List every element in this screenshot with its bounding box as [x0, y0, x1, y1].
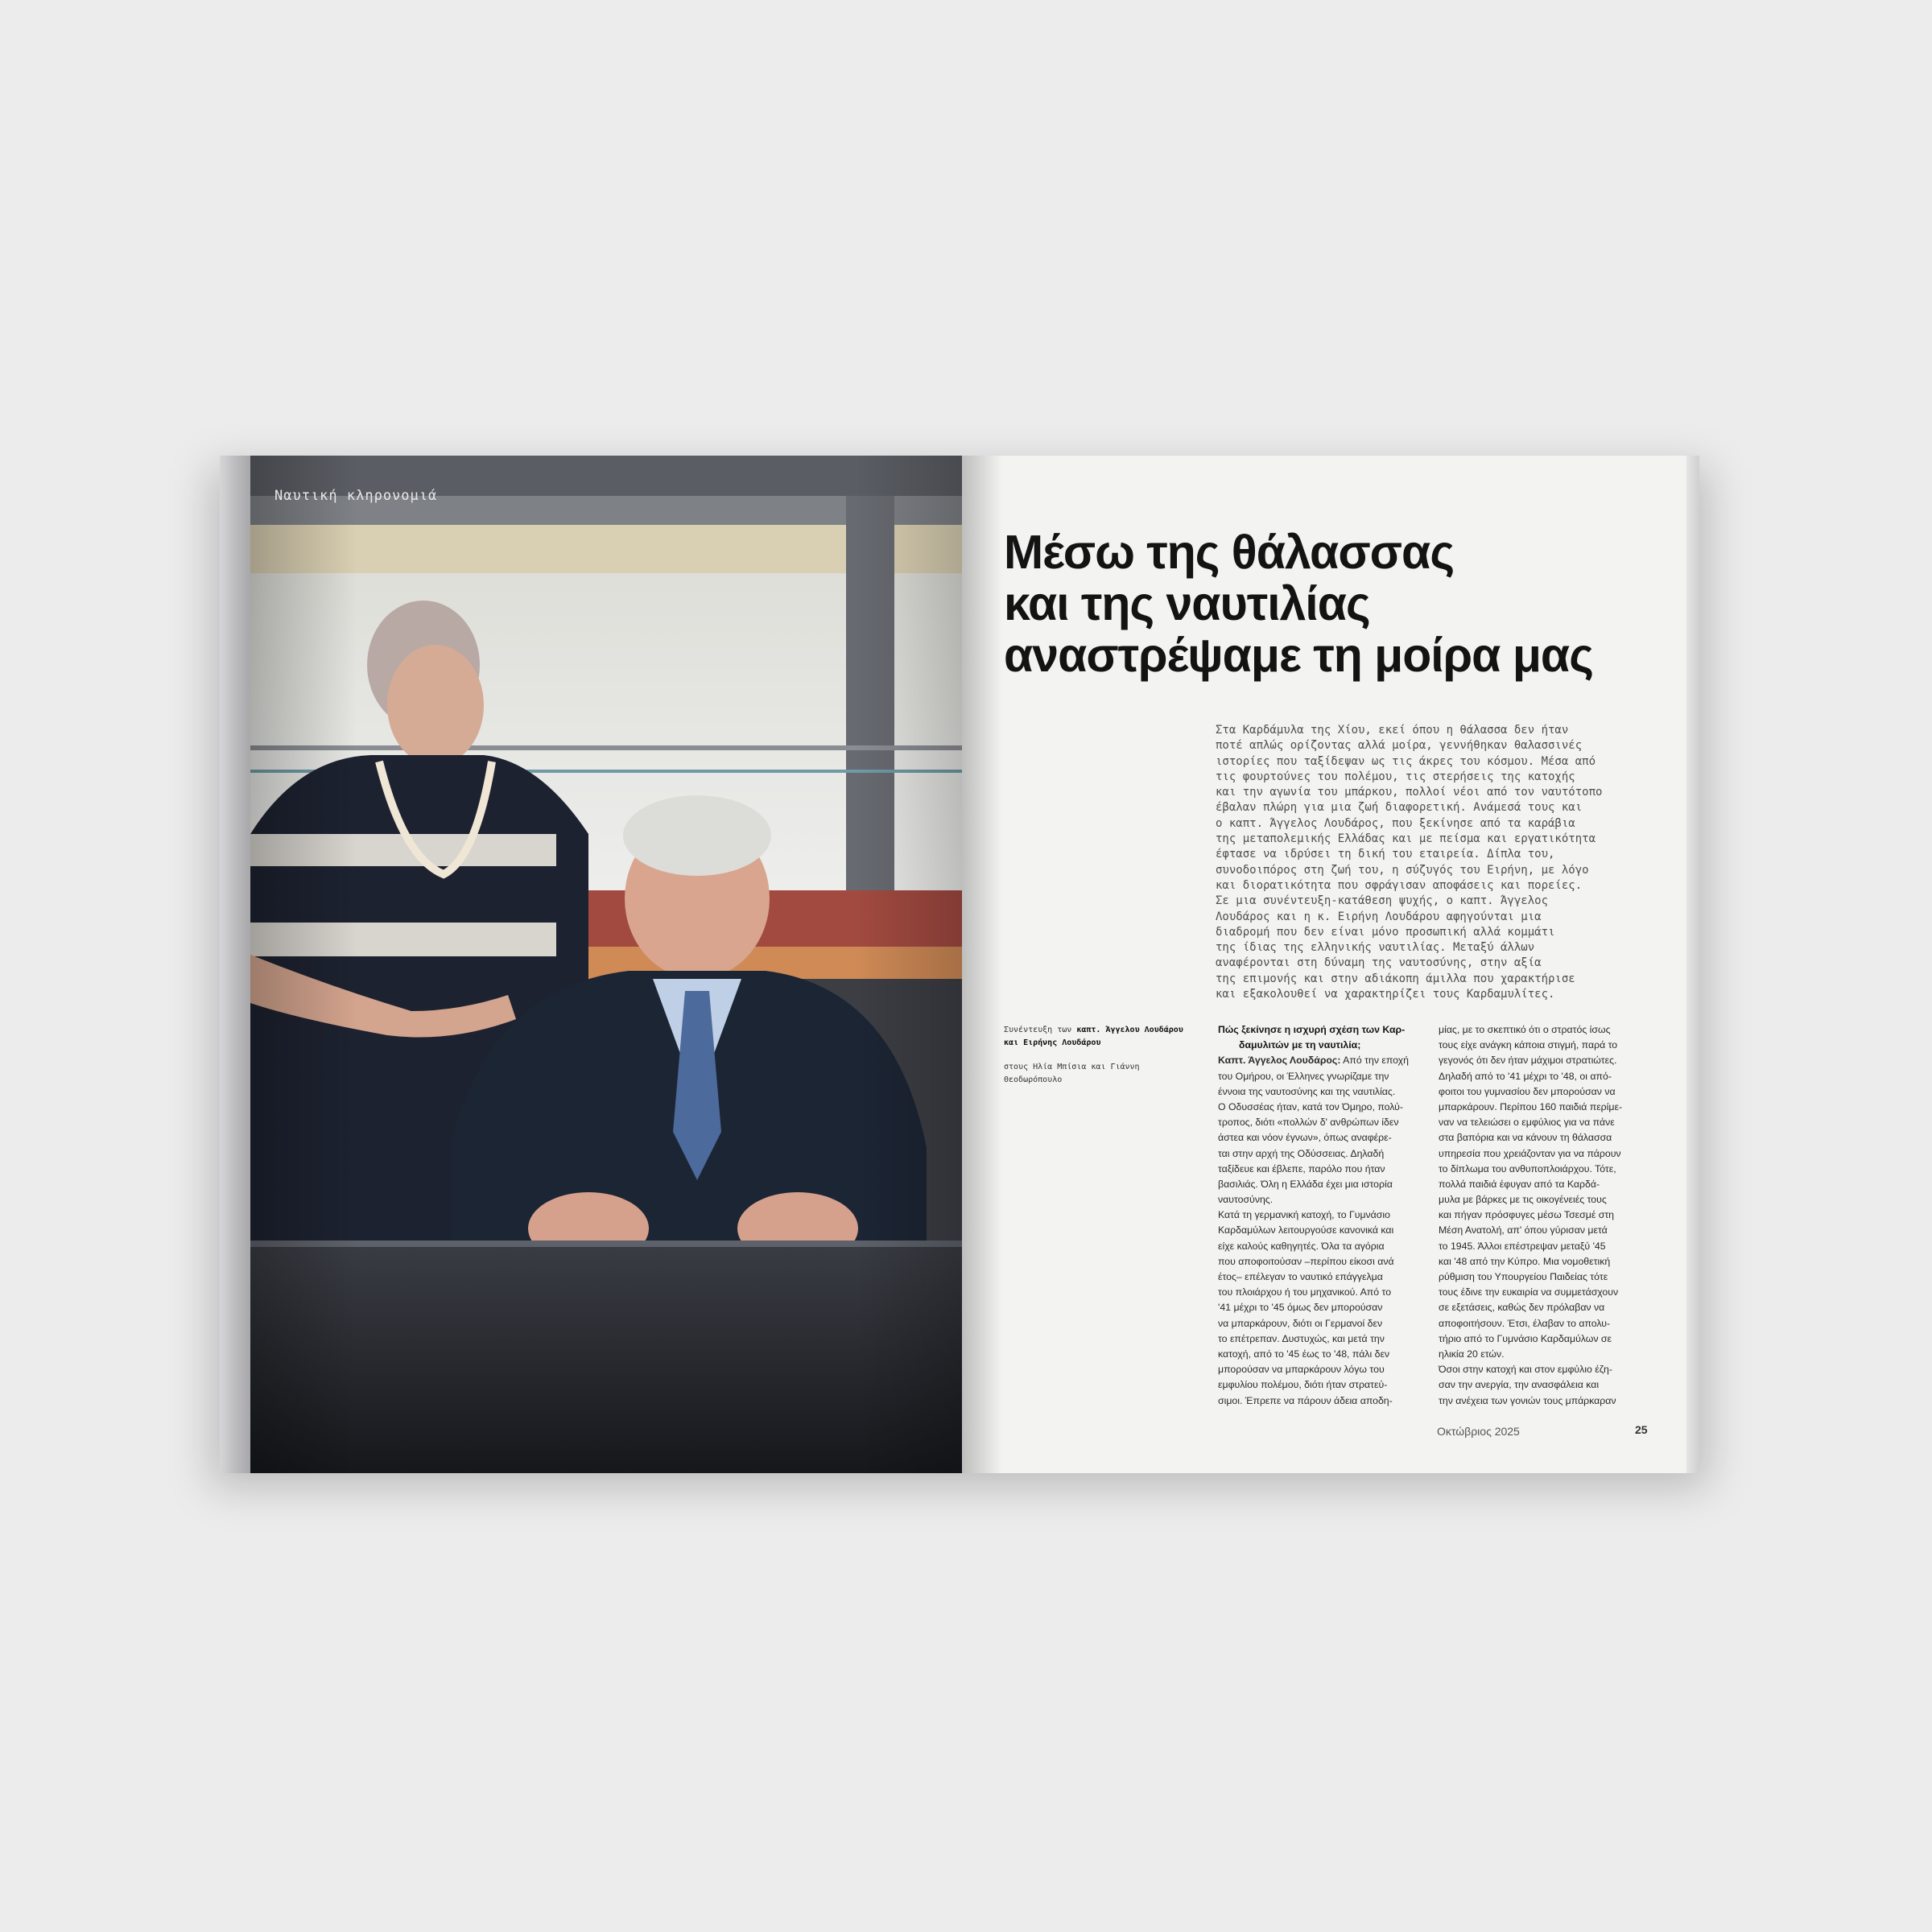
- text-line: Μέση Ανατολή, απ' όπου γύρισαν μετά: [1439, 1224, 1608, 1236]
- intro-line: της επιμονής και στην αδιάκοπη άμιλλα που χαρακτήρισε: [1216, 972, 1575, 985]
- intro-line: ιστορίες που ταξίδεψαν ως τις άκρες του κόσμου. Μέσα από: [1216, 754, 1596, 768]
- speaker-label: Καπτ. Άγγελος Λουδάρος:: [1218, 1055, 1341, 1067]
- byline-prefix: Συνέντευξη των: [1004, 1026, 1072, 1034]
- text-line: έννοια της ναυτοσύνης και της ναυτιλίας.: [1218, 1085, 1396, 1097]
- text-line: στα βαπόρια και να κάνουν τη θάλασσα: [1439, 1132, 1612, 1144]
- text-line: φοιτοι του γυμνασίου δεν μπορούσαν να: [1439, 1085, 1616, 1097]
- text-line: '41 μέχρι το '45 όμως δεν μπορούσαν: [1218, 1302, 1383, 1314]
- intro-line: αναφέρονται στη δύναμη της ναυτοσύνης, στην αξία: [1216, 956, 1542, 970]
- text-line: που αποφοιτούσαν –περίπου είκοσι ανά: [1218, 1255, 1394, 1267]
- text-line: κατοχή, από το '45 έως το '48, πάλι δεν: [1218, 1348, 1390, 1360]
- text-line: ται στην αρχή της Οδύσσειας. Δηλαδή: [1218, 1147, 1385, 1159]
- intro-line: και την αγωνία του μπάρκου, πολλοί νέοι από τον ναυτότοπο: [1216, 786, 1603, 799]
- text-line: βασιλιάς. Όλη η Ελλάδα έχει μια ιστορία: [1218, 1178, 1393, 1190]
- text-line: Κατά τη γερμανική κατοχή, το Γυμνάσιο: [1218, 1209, 1390, 1221]
- left-page: [220, 456, 962, 1473]
- text-line: γεγονός ότι δεν ήταν μάχιμοι στρατιώτες.: [1439, 1055, 1617, 1067]
- page-edge: [220, 456, 250, 1473]
- text-line: μπαρκάρουν. Περίπου 160 παιδιά περίμε-: [1439, 1100, 1623, 1113]
- intro-line: έβαλαν πλώρη για μια ζωή διαφορετική. Ανάμεσά τους και: [1216, 801, 1583, 815]
- text-line: δαμυλιτών με τη ναυτιλία;: [1239, 1039, 1361, 1051]
- byline-interviewers: στους Ηλία Μπίσια και Γιάννη Θεοδωρόπουλο: [1004, 1063, 1140, 1084]
- text-line: και '48 από την Κύπρο. Μια νομοθετική: [1439, 1255, 1611, 1267]
- intro-line: Στα Καρδάμυλα της Χίου, εκεί όπου η θάλασσα δεν ήταν: [1216, 724, 1569, 737]
- text-line: να μπαρκάρουν, διότι οι Γερμανοί δεν: [1218, 1317, 1383, 1329]
- text-line: ηλικία 20 ετών.: [1439, 1348, 1505, 1360]
- text-line: μπορούσαν να μπαρκάρουν λόγω του: [1218, 1364, 1385, 1376]
- cover-photo: [250, 456, 962, 1473]
- headline-line: αναστρέψαμε τη μοίρα μας: [1004, 629, 1593, 682]
- text-line: [1218, 1053, 1434, 1068]
- intro-line: διαδρομή που δεν είναι μόνο προσωπική αλλά κομμάτι: [1216, 925, 1555, 939]
- byline-names: καπτ. Άγγελου Λουδάρου: [1076, 1026, 1183, 1034]
- section-label: Ναυτική κληρονομιά: [275, 488, 438, 504]
- intro-line: Σε μια συνέντευξη-κατάθεση ψυχής, ο καπτ. Άγγελος: [1216, 894, 1549, 908]
- text-line: ναυτοσύνης.: [1218, 1194, 1274, 1206]
- right-page: [962, 456, 1699, 1473]
- byline-names-2: και Ειρήνης Λουδάρου: [1004, 1038, 1101, 1047]
- headline-line: Μέσω της θάλασσας: [1004, 526, 1454, 579]
- body-column-2: [1439, 1022, 1654, 1409]
- byline: [1004, 1024, 1197, 1087]
- text-line: Δηλαδή από το '41 μέχρι το '48, οι από-: [1439, 1070, 1612, 1082]
- spine-shadow: [962, 456, 1002, 1473]
- intro-line: της μεταπολεμικής Ελλάδας και με πείσμα και εργατικότητα: [1216, 832, 1596, 846]
- text-line: τους έδινε την ευκαιρία να συμμετάσχουν: [1439, 1286, 1619, 1298]
- text-line: το 1945. Άλλοι επέστρεψαν μεταξύ '45: [1439, 1240, 1606, 1252]
- intro-line: τις φουρτούνες του πολέμου, τις στερήσεις της κατοχής: [1216, 770, 1575, 783]
- text-line: Όσοι στην κατοχή και στον εμφύλιο έζη-: [1439, 1364, 1612, 1376]
- text-line: αποφοιτήσουν. Έτσι, έλαβαν το απολυ-: [1439, 1317, 1611, 1329]
- text-line: έτος– επέλεγαν το ναυτικό επάγγελμα: [1218, 1271, 1383, 1282]
- headline-line: και της ναυτιλίας: [1004, 577, 1370, 630]
- intro-line: έφτασε να ιδρύσει τη δική του εταιρεία. Δίπλα του,: [1216, 848, 1555, 861]
- text-line: ναν να τελειώσει ο εμφύλιος για να πάνε: [1439, 1117, 1615, 1129]
- intro-line: της ίδιας της ελληνικής ναυτιλίας. Μεταξύ άλλων: [1216, 941, 1535, 955]
- text-line: εμφυλίου πολέμου, διότι ήταν στρατεύ-: [1218, 1379, 1388, 1391]
- text-line: Πώς ξεκίνησε η ισχυρή σχέση των Καρ-: [1218, 1024, 1406, 1035]
- text-line: ταξίδευε και έβλεπε, παρόλο που ήταν: [1218, 1162, 1385, 1174]
- intro-line: ποτέ απλώς ορίζοντας αλλά μοίρα, γεννήθηκαν θαλασσινές: [1216, 739, 1583, 753]
- article-headline: [1004, 526, 1648, 681]
- speaker-text: Από την εποχή: [1340, 1055, 1409, 1067]
- text-line: Ο Οδυσσέας ήταν, κατά τον Όμηρο, πολύ-: [1218, 1100, 1403, 1113]
- intro-line: και εξακολουθεί να χαρακτηρίζει τους Καρδαμυλίτες.: [1216, 988, 1555, 1001]
- text-line: σαν την ανεργία, την ανασφάλεια και: [1439, 1379, 1600, 1391]
- text-line: τήριο από το Γυμνάσιο Καρδαμύλων σε: [1439, 1332, 1612, 1344]
- text-line: υπηρεσία που χρειάζονταν για να πάρουν: [1439, 1147, 1621, 1159]
- text-line: και πήγαν πρόσφυγες μέσω Τσεσμέ στη: [1439, 1209, 1615, 1221]
- intro-paragraph: [1216, 723, 1682, 1002]
- text-line: ρύθμιση του Υπουργείου Παιδείας τότε: [1439, 1271, 1608, 1282]
- text-line: πολλά παιδιά έφυγαν από τα Καρδά-: [1439, 1178, 1600, 1190]
- text-line: άστεα και νόον έγνων», όπως αναφέρε-: [1218, 1132, 1392, 1144]
- text-line: το επέτρεπαν. Δυστυχώς, και μετά την: [1218, 1332, 1385, 1344]
- page-edge-right: [1686, 456, 1699, 1473]
- text-line: μυλα με βάρκες με τις οικογένειές τους: [1439, 1194, 1607, 1206]
- text-line: του Ομήρου, οι Έλληνες γνωρίζαμε την: [1218, 1070, 1389, 1082]
- intro-line: Λουδάρος και η κ. Ειρήνη Λουδάρου αφηγούνται μια: [1216, 910, 1542, 923]
- issue-date: Οκτώβριος 2025: [1437, 1425, 1520, 1438]
- text-line: σιμοι. Έπρεπε να πάρουν άδεια αποδη-: [1218, 1394, 1393, 1406]
- text-line: μίας, με το σκεπτικό ότι ο στρατός ίσως: [1439, 1024, 1611, 1035]
- intro-line: ο καπτ. Άγγελος Λουδάρος, που ξεκίνησε από τα καράβια: [1216, 816, 1575, 830]
- text-line: είχε καλούς καθηγητές. Όλα τα αγόρια: [1218, 1240, 1385, 1252]
- portrait-photo-illustration: [250, 456, 962, 1473]
- text-line: την ανέχεια των γονιών τους μπάρκαραν: [1439, 1394, 1616, 1406]
- page-number: 25: [1635, 1423, 1648, 1436]
- text-line: Καρδαμύλων λειτουργούσε κανονικά και: [1218, 1224, 1394, 1236]
- body-column-1: [1218, 1022, 1434, 1409]
- text-line: σε εξετάσεις, καθώς δεν πρόλαβαν να: [1439, 1302, 1605, 1314]
- text-line: τροπος, διότι «πολλών δ' ανθρώπων ίδεν: [1218, 1117, 1399, 1129]
- text-line: του πλοιάρχου ή του μηχανικού. Από το: [1218, 1286, 1392, 1298]
- intro-line: συνοδοιπόρος στη ζωή του, η σύζυγός του Ειρήνη, με λόγο: [1216, 863, 1589, 877]
- intro-line: και διορατικότητα που σφράγισαν αποφάσεις και πορείες.: [1216, 878, 1583, 892]
- text-line: το δίπλωμα του ανθυποπλοιάρχου. Τότε,: [1439, 1162, 1616, 1174]
- text-line: τους είχε ανάγκη κάποια στιγμή, παρά το: [1439, 1039, 1618, 1051]
